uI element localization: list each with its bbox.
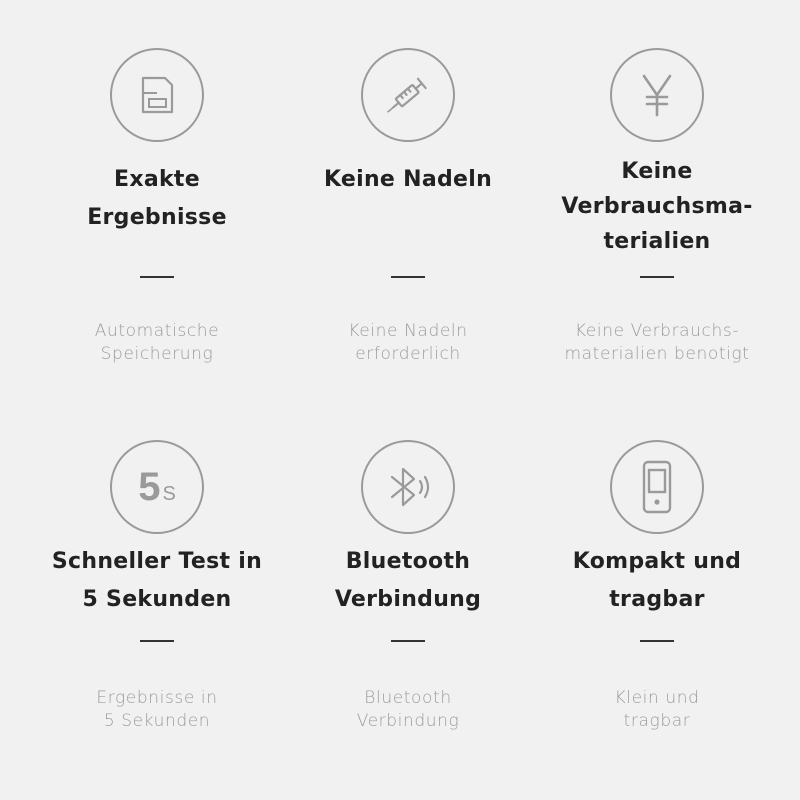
five-seconds-icon: 5 S — [138, 464, 176, 509]
yen-icon-circle — [610, 48, 704, 142]
feature-title: Keine Nadeln — [323, 167, 493, 192]
bluetooth-icon-circle — [361, 440, 455, 534]
syringe-icon-circle — [361, 48, 455, 142]
feature-title: Bluetooth Verbindung — [334, 549, 482, 612]
feature-title: Exakte Ergebnisse — [87, 167, 227, 230]
feature-title: Keine Verbrauchsma- terialien — [561, 159, 753, 254]
feature-description: Bluetooth Verbindung — [356, 688, 460, 731]
feature-title: Schneller Test in 5 Sekunden — [51, 549, 263, 612]
feature-description: Automatische Speicherung — [94, 321, 220, 364]
feature-description: Keine Nadeln erforderlich — [348, 321, 468, 364]
feature-keine-verbrauchsmaterialien — [527, 48, 787, 378]
feature-schneller-test — [27, 440, 287, 770]
feature-bluetooth-verbindung — [278, 440, 538, 770]
yen-icon — [635, 71, 679, 119]
syringe-icon — [380, 67, 436, 123]
divider-dash — [640, 640, 674, 642]
sd-card-icon — [135, 73, 179, 117]
divider-dash — [140, 276, 174, 278]
divider-dash — [640, 276, 674, 278]
smartphone-icon-circle — [610, 440, 704, 534]
sd-card-icon-circle — [110, 48, 204, 142]
feature-title: Kompakt und tragbar — [572, 549, 742, 612]
feature-keine-nadeln — [278, 48, 538, 378]
divider-dash — [391, 276, 425, 278]
bluetooth-icon — [378, 461, 438, 513]
feature-kompakt-tragbar — [527, 440, 787, 770]
divider-dash — [140, 640, 174, 642]
divider-dash — [391, 640, 425, 642]
feature-description: Ergebnisse in 5 Sekunden — [96, 688, 218, 731]
feature-description: Klein und tragbar — [614, 688, 700, 731]
feature-description: Keine Verbrauchs- materialien benotigt — [564, 321, 750, 364]
smartphone-icon — [639, 459, 675, 515]
feature-exakte-ergebnisse — [27, 48, 287, 378]
five-seconds-icon-circle — [110, 440, 204, 534]
